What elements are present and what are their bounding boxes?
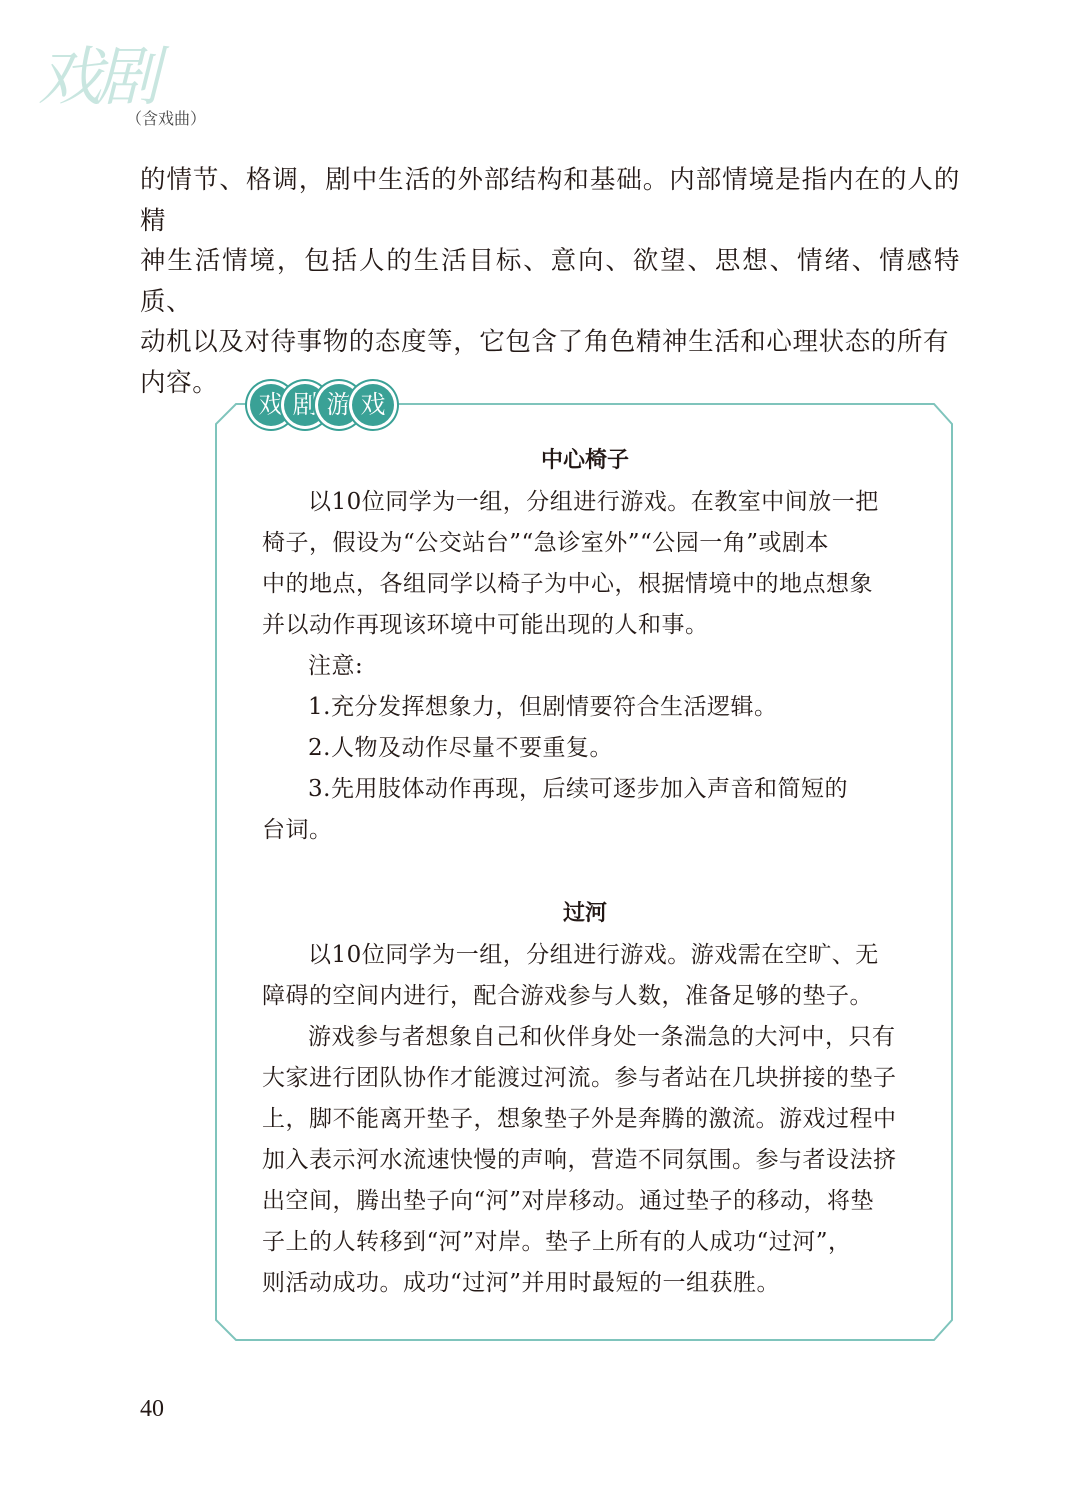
text-line: 中的地点，各组同学以椅子为中心，根据情境中的地点想象 [262,571,873,597]
badge-char: 剧 [284,384,326,426]
page-number: 40 [140,1396,164,1422]
intro-line: 神生活情境，包括人的生活目标、意向、欲望、思想、情绪、情感特质、 [140,246,960,317]
text-line: 障碍的空间内进行，配合游戏参与人数，准备足够的垫子。 [262,983,873,1009]
text-line: 椅子，假设为“公交站台”“急诊室外”“公园一角”或剧本 [262,530,830,556]
badge-char: 戏 [352,384,394,426]
text-line: 并以动作再现该环境中可能出现的人和事。 [262,612,709,638]
badge-char: 戏 [250,384,292,426]
text-line: 游戏参与者想象自己和伙伴身处一条湍急的大河中，只有 [308,1024,896,1050]
badge-char: 游 [318,384,360,426]
text-line: 上，脚不能离开垫子，想象垫子外是奔腾的激流。游戏过程中 [262,1106,897,1132]
text-line: 出空间，腾出垫子向“河”对岸移动。通过垫子的移动，将垫 [262,1188,875,1214]
drama-game-badge [246,380,396,430]
section-title-center-chair: 中心椅子 [540,448,629,473]
text-line: 注意: [308,653,364,679]
cross-river-para-1 [262,935,908,1017]
logo-subtitle: （含戏曲） [126,109,207,128]
intro-line: 的情节、格调，剧中生活的外部结构和基础。内部情境是指内在的人的精 [140,165,960,236]
cross-river-para-2 [262,1017,908,1304]
note-item-1 [262,687,908,728]
section-title-cross-river: 过河 [562,901,607,926]
note-item-3 [262,769,908,851]
intro-paragraph [140,160,960,403]
text-line: 以10位同学为一组，分组进行游戏。在教室中间放一把 [308,489,879,515]
text-line: 大家进行团队协作才能渡过河流。参与者站在几块拼接的垫子 [262,1065,897,1091]
text-line: 以10位同学为一组，分组进行游戏。游戏需在空旷、无 [308,942,879,968]
section-gap [262,851,908,893]
note-label [262,646,908,687]
text-line: 台词。 [262,817,333,843]
intro-line: 内容。 [140,367,219,398]
text-line: 子上的人转移到“河”对岸。垫子上所有的人成功“过河”， [262,1229,852,1255]
logo-title: 戏剧 [38,41,154,115]
text-line: 则活动成功。成功“过河”并用时最短的一组获胜。 [262,1270,781,1296]
text-line: 1.充分发挥想象力，但剧情要符合生活逻辑。 [308,694,778,720]
intro-line: 动机以及对待事物的态度等，它包含了角色精神生活和心理状态的所有 [140,327,950,357]
header-logo [38,38,238,138]
text-line: 加入表示河水流速快慢的声响，营造不同氛围。参与者设法挤 [262,1147,897,1173]
text-line: 2.人物及动作尽量不要重复。 [308,735,613,761]
note-item-2 [262,728,908,769]
text-line: 3.先用肢体动作再现，后续可逐步加入声音和简短的 [308,776,848,802]
activity-box-content [262,440,908,1304]
center-chair-intro [262,482,908,646]
